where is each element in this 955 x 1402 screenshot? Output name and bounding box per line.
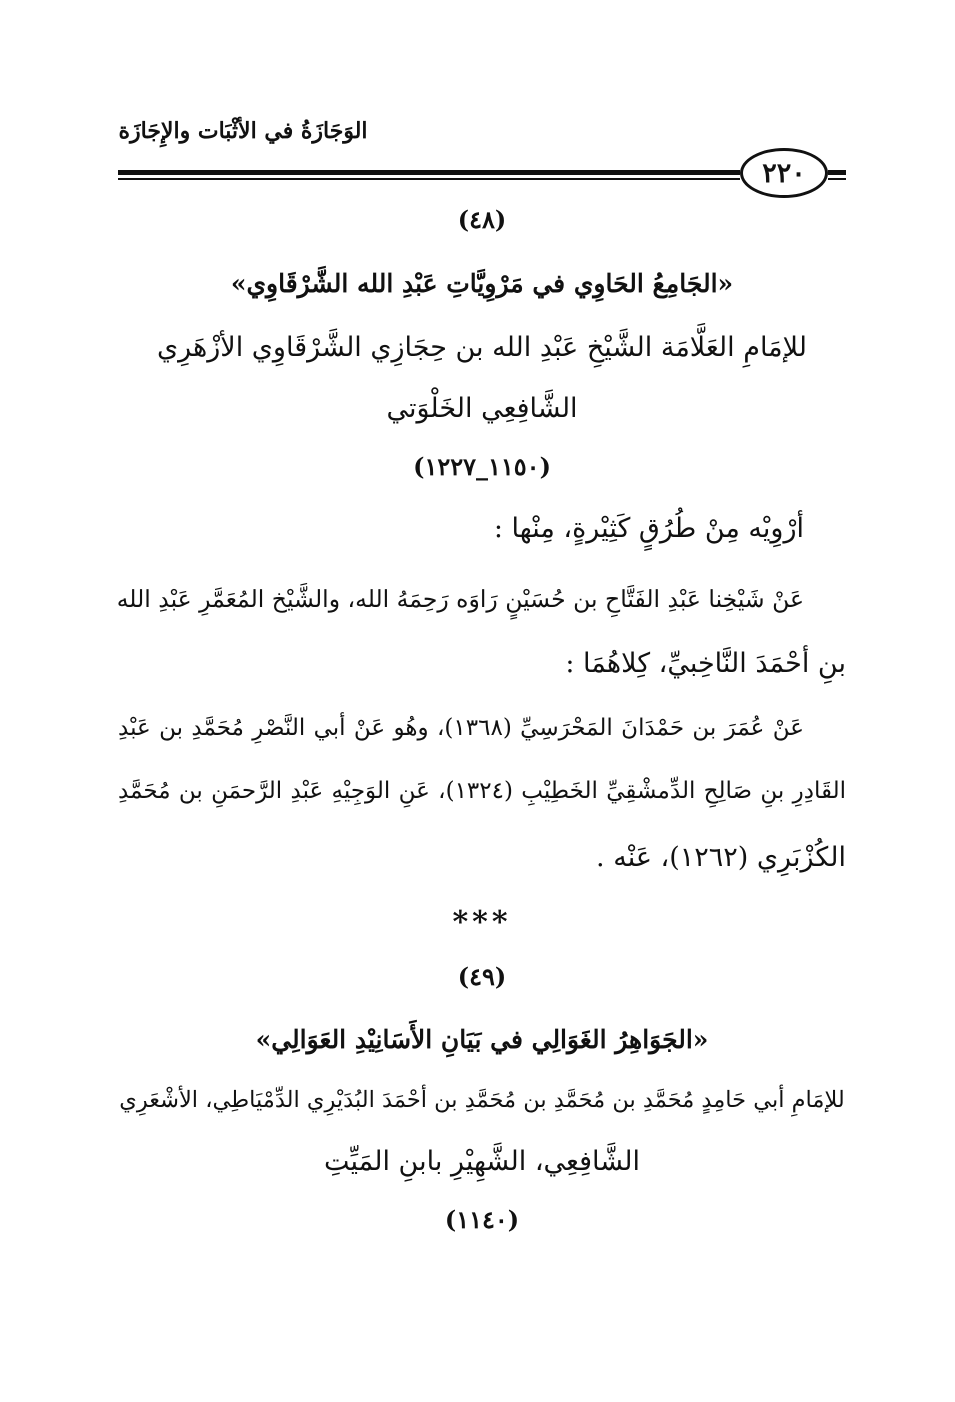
entry-author-line: للإمَامِ العَلَّامَة الشَّيْخِ عَبْدِ الله بن حِجَازِي الشَّرْقَاوِي الأزْهَرِي (157, 332, 807, 363)
entry-dates: (١١٥٠_١٢٢٧) (413, 452, 551, 481)
header-rule-thin (118, 178, 740, 180)
running-title: الوَجَازَةُ في الأثْبَات والإِجَازَة (118, 118, 368, 144)
entry-author-line: للإمَامِ أبي حَامِدٍ مُحَمَّدِ بن مُحَمَّدِ بن مُحَمَّدِ بن أحْمَدَ البُدَيْرِي الدِّمْيَاطِي، الأشْعَرِي (119, 1087, 845, 1113)
section-separator: *** (452, 905, 512, 940)
entry-number: (٤٨) (457, 205, 507, 234)
entry-title: «الجَوَاهِرُ الغَوَالِي في بَيَانِ الأَسَانِيْدِ العَوَالِي» (255, 1025, 709, 1054)
header-rule-right-thin (828, 178, 846, 180)
paragraph-line: القَادِرِ بنِ صَالِحِ الدِّمشْقِيِّ الخَطِيْبِ (١٣٢٤)، عَنِ الوَجِيْهِ عَبْدِ الرَّحمَنِ بن مُحَمَّدِ (118, 778, 846, 804)
entry-dates: (١١٤٠) (444, 1205, 520, 1234)
header-rule (118, 170, 740, 175)
page-number: ٢٢٠ (762, 157, 806, 189)
entry-author-line: الشَّافِعِي الخَلْوَتي (386, 393, 578, 424)
entry-title: «الجَامِعُ الحَاوِي في مَرْوِيَّاتِ عَبْدِ الله الشَّرْقَاوِي» (230, 269, 734, 298)
header-rule-right (828, 170, 846, 175)
entry-author-line: الشَّافِعِي، الشَّهِيْرِ بابنِ المَيِّتِ (323, 1146, 641, 1177)
paragraph-line: عَنْ عُمَرَ بن حَمْدَانَ المَحْرَسِيِّ (١٣٦٨)، وهُو عَنْ أبي النَّصْرِ مُحَمَّدِ بن عَبْدِ (118, 715, 804, 741)
paragraph-intro: أرْوِيْه مِنْ طُرُقٍ كَثِيْرةٍ، مِنْها : (493, 513, 804, 544)
paragraph-line: بنِ أحْمَدَ النَّاخِبيِّ، كِلاهُمَا : (565, 648, 846, 679)
paragraph-line: عَنْ شَيْخِنا عَبْدِ الفَتَّاحِ بن حُسَيْنٍ رَاوَه رَحِمَهُ الله، والشَّيْخ المُعَمَّرِ عَبْدِ الله (116, 585, 804, 613)
entry-number: (٤٩) (457, 962, 507, 991)
paragraph-line: الكُزْبَرِي (١٢٦٢)، عَنْه . (596, 842, 846, 873)
page-number-frame (740, 148, 828, 198)
